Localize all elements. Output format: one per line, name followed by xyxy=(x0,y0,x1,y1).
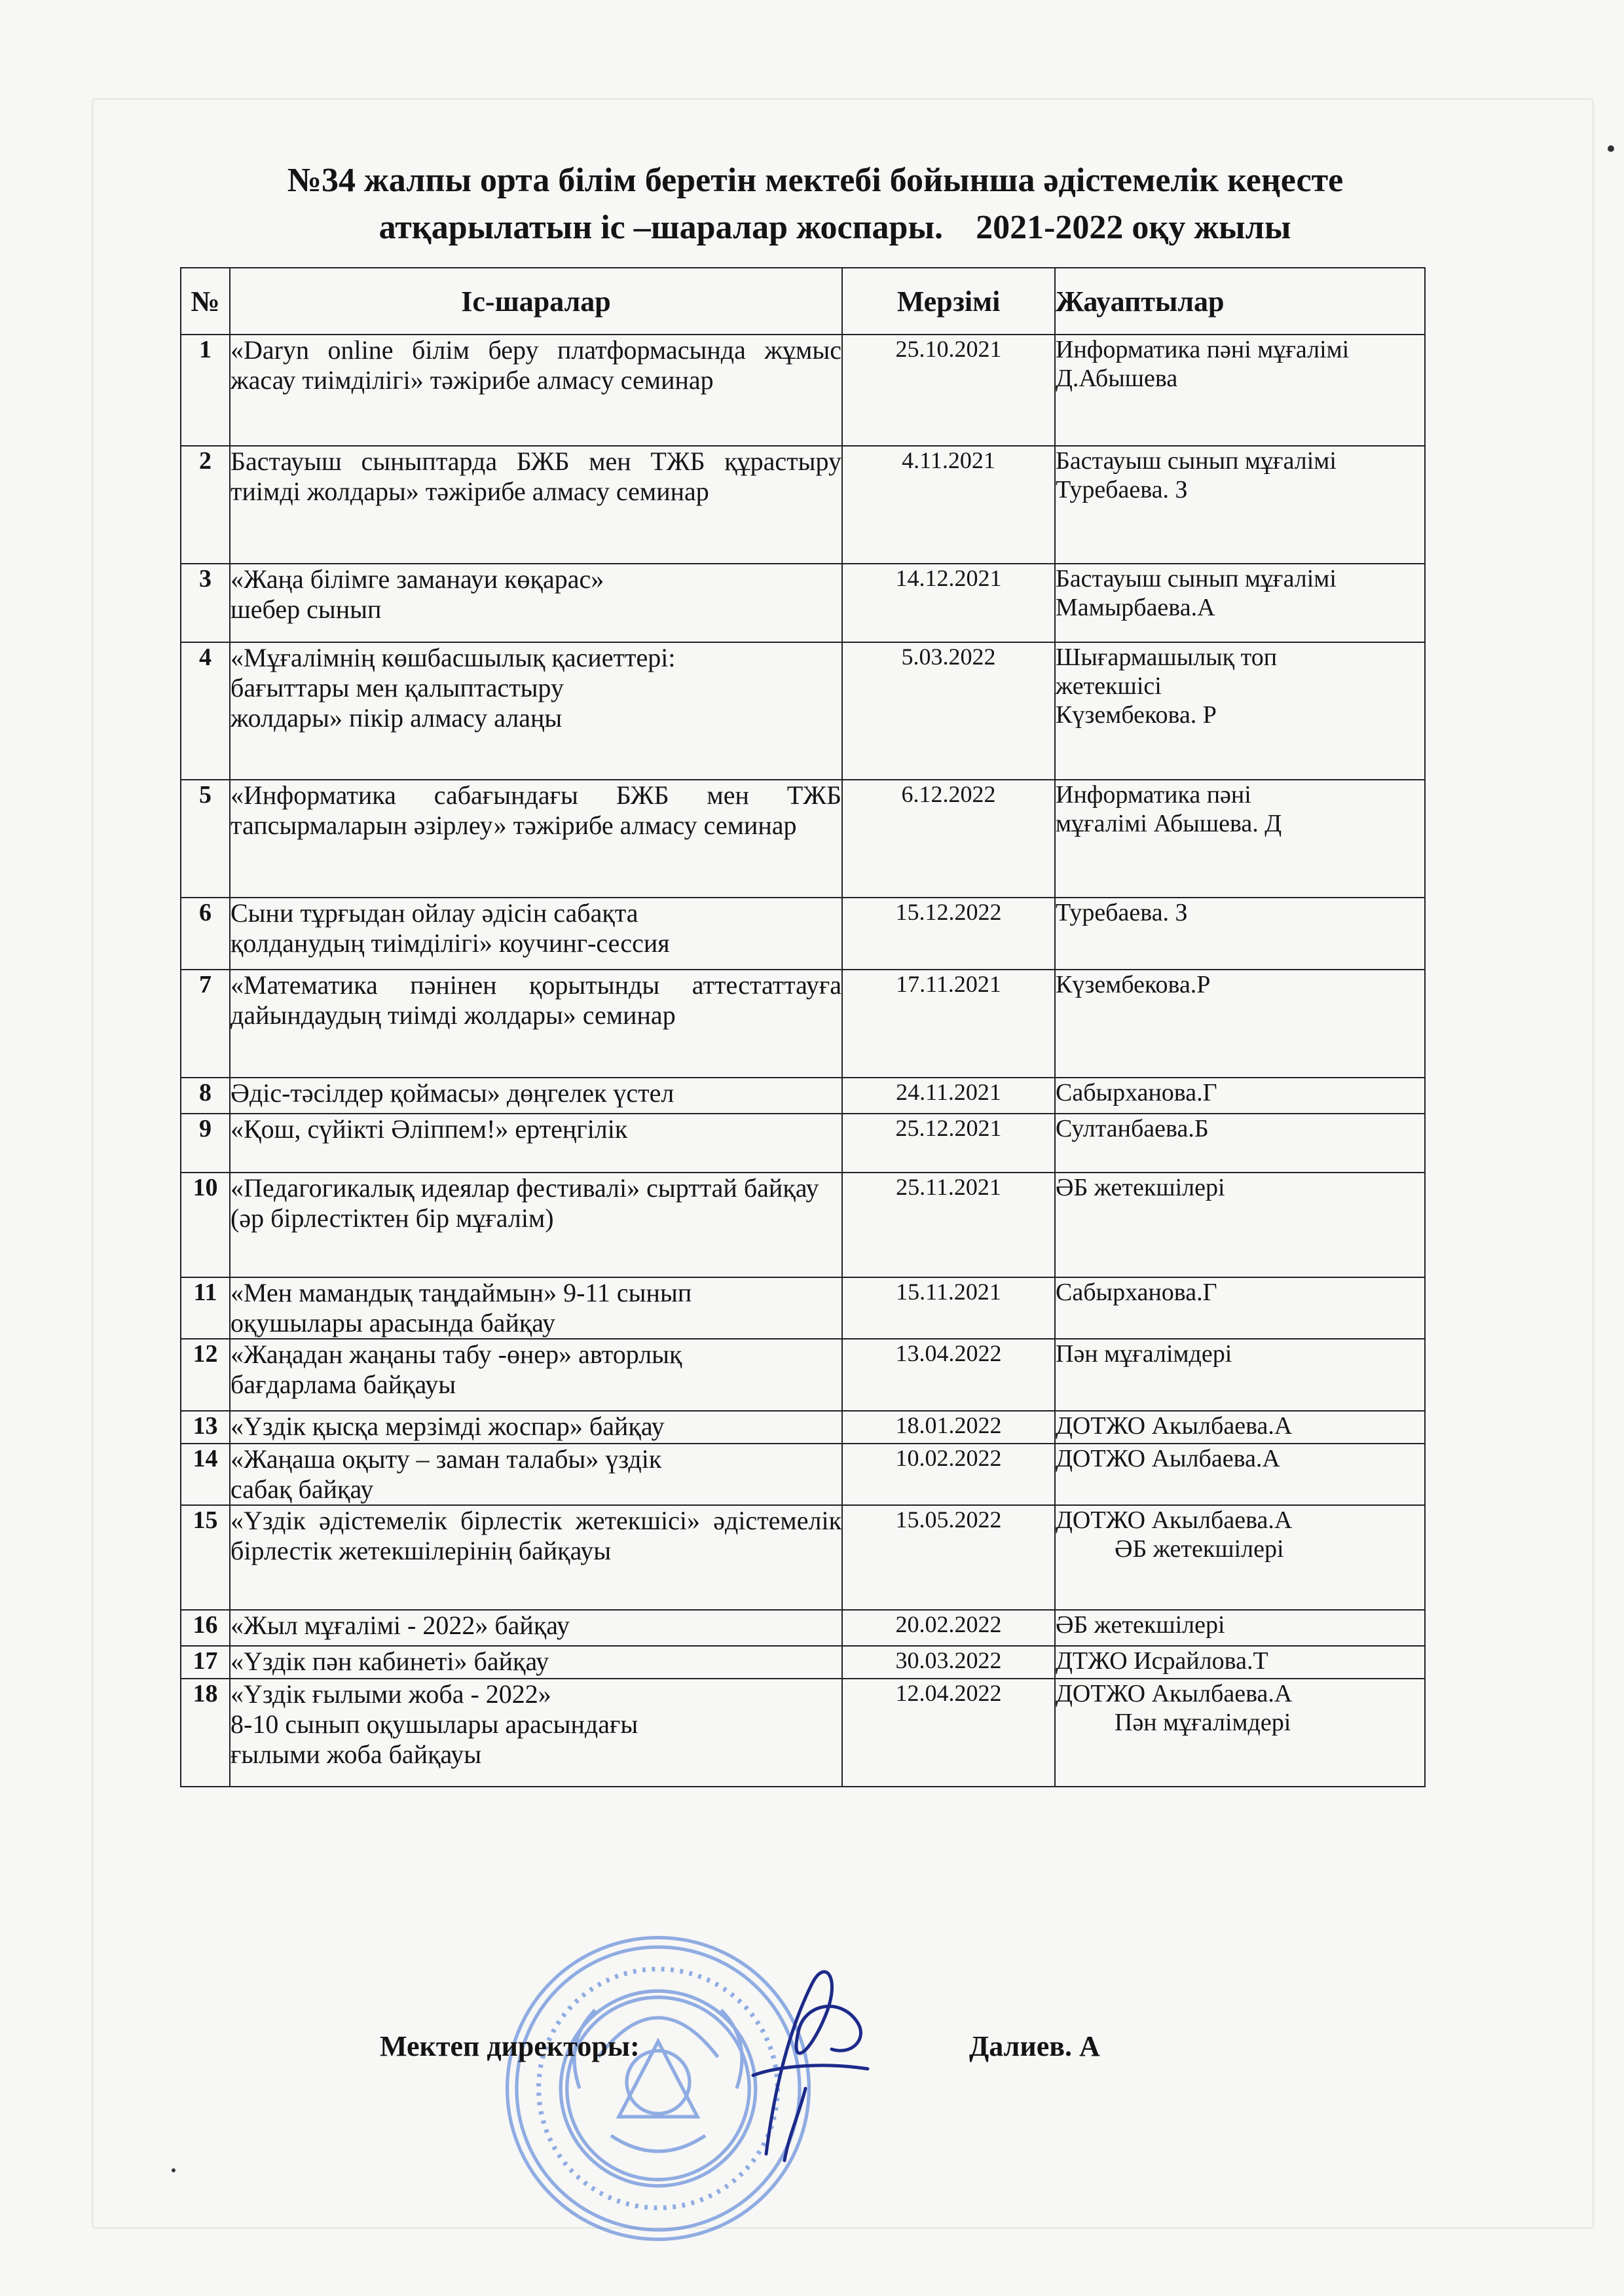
responsible-text: жетекшісі xyxy=(1056,672,1162,700)
header-deadline: Мерзімі xyxy=(842,268,1055,335)
event-text: «Daryn online білім беру платформасында жұмыс жасау тиімділігі» тәжірибе алмасу семинар xyxy=(231,335,841,395)
event-text: «Үздік қысқа мерзімді жоспар» байқау xyxy=(231,1412,665,1441)
event-text: бағыттары мен қалыптастыру xyxy=(231,673,564,702)
row-responsible xyxy=(1055,1444,1425,1505)
table-row xyxy=(181,446,1425,564)
row-event xyxy=(230,1646,842,1679)
event-text: Бастауыш сыныптарда БЖБ мен ТЖБ құрастыру тиімді жолдары» тәжірибе алмасу семинар xyxy=(231,446,841,506)
table-row xyxy=(181,1679,1425,1787)
title-line-1: №34 жалпы орта білім беретін мектебі бойынша әдістемелік кеңесте xyxy=(287,162,1344,199)
row-deadline: 18.01.2022 xyxy=(842,1411,1055,1444)
event-text: ғылыми жоба байқауы xyxy=(231,1740,482,1769)
row-responsible xyxy=(1055,970,1425,1078)
row-event xyxy=(230,1679,842,1787)
row-number: 4 xyxy=(181,642,230,780)
row-deadline: 25.11.2021 xyxy=(842,1173,1055,1277)
academic-year: 2021-2022 оқу жылы xyxy=(976,209,1291,246)
event-text: «Жаңадан жаңаны табу -өнер» авторлық xyxy=(231,1339,682,1369)
event-text: «Математика пәнінен қорытынды аттестаттауға дайындаудың тиімді жолдары» семинар xyxy=(231,970,841,1030)
row-number: 8 xyxy=(181,1078,230,1114)
row-number: 13 xyxy=(181,1411,230,1444)
responsible-text: Бастауыш сынып мұғалімі Туребаева. З xyxy=(1056,447,1337,503)
row-number: 15 xyxy=(181,1505,230,1610)
row-number: 1 xyxy=(181,335,230,446)
row-event xyxy=(230,335,842,446)
responsible-text: ӘБ жетекшілері xyxy=(1056,1174,1225,1201)
page-title xyxy=(144,157,1486,251)
row-responsible xyxy=(1055,564,1425,642)
responsible-text: Пән мұғалімдері xyxy=(1115,1709,1291,1736)
row-deadline: 12.04.2022 xyxy=(842,1679,1055,1787)
row-number: 6 xyxy=(181,898,230,970)
table-row xyxy=(181,1339,1425,1411)
row-event xyxy=(230,1173,842,1277)
row-deadline: 10.02.2022 xyxy=(842,1444,1055,1505)
row-deadline: 4.11.2021 xyxy=(842,446,1055,564)
table-row xyxy=(181,1173,1425,1277)
table-row xyxy=(181,1646,1425,1679)
row-deadline: 15.05.2022 xyxy=(842,1505,1055,1610)
responsible-text: Мамырбаева.А xyxy=(1056,594,1215,621)
responsible-text: Султанбаева.Б xyxy=(1056,1115,1209,1142)
row-event xyxy=(230,1078,842,1114)
table-row xyxy=(181,970,1425,1078)
event-text: 8-10 сынып оқушылары арасындағы xyxy=(231,1709,638,1739)
row-event xyxy=(230,1411,842,1444)
row-responsible xyxy=(1055,1078,1425,1114)
table-row xyxy=(181,642,1425,780)
table-row xyxy=(181,1411,1425,1444)
row-number: 16 xyxy=(181,1610,230,1646)
table-row xyxy=(181,898,1425,970)
row-responsible xyxy=(1055,1114,1425,1173)
row-responsible xyxy=(1055,898,1425,970)
row-responsible xyxy=(1055,1173,1425,1277)
row-deadline: 15.11.2021 xyxy=(842,1277,1055,1339)
responsible-text: Информатика пәні мұғалімі Д.Абышева xyxy=(1056,336,1350,392)
row-event xyxy=(230,1277,842,1339)
title-line-2 xyxy=(144,204,1486,251)
header-responsible: Жауаптылар xyxy=(1055,268,1425,335)
row-deadline: 14.12.2021 xyxy=(842,564,1055,642)
table-row xyxy=(181,1610,1425,1646)
row-deadline: 24.11.2021 xyxy=(842,1078,1055,1114)
event-text: Сыни тұрғыдан ойлау әдісін сабақта xyxy=(231,898,638,928)
row-deadline: 25.12.2021 xyxy=(842,1114,1055,1173)
row-deadline: 30.03.2022 xyxy=(842,1646,1055,1679)
header-events: Іс-шаралар xyxy=(230,268,842,335)
row-event xyxy=(230,1114,842,1173)
event-text: сабақ байқау xyxy=(231,1474,374,1504)
event-text: «Қош, сүйікті Әліппем!» ертеңгілік xyxy=(231,1114,628,1144)
event-text: «Мұғалімнің көшбасшылық қасиеттері: xyxy=(231,643,676,672)
row-responsible xyxy=(1055,1411,1425,1444)
row-number: 7 xyxy=(181,970,230,1078)
row-responsible xyxy=(1055,1339,1425,1411)
event-text: «Жыл мұғалімі - 2022» байқау xyxy=(231,1611,570,1640)
event-text: «Информатика сабағындағы БЖБ мен ТЖБ тапсырмаларын әзірлеу» тәжірибе алмасу семинар xyxy=(231,780,841,840)
row-event xyxy=(230,780,842,898)
row-event xyxy=(230,1610,842,1646)
row-deadline: 15.12.2022 xyxy=(842,898,1055,970)
responsible-text: ДОТЖО Акылбаева.А xyxy=(1056,1412,1293,1440)
row-responsible xyxy=(1055,1679,1425,1787)
row-responsible xyxy=(1055,1505,1425,1610)
table-row xyxy=(181,335,1425,446)
responsible-text: ДОТЖО Аылбаева.А xyxy=(1056,1445,1280,1472)
event-text: Әдіс-тәсілдер қоймасы» дөңгелек үстел xyxy=(231,1078,674,1108)
scan-speck xyxy=(1608,145,1614,152)
responsible-text: ДОТЖО Акылбаева.А xyxy=(1056,1506,1293,1534)
row-deadline: 17.11.2021 xyxy=(842,970,1055,1078)
title-plan: атқарылатын іс –шаралар жоспары. xyxy=(378,209,944,246)
row-responsible xyxy=(1055,780,1425,898)
event-text: бағдарлама байқауы xyxy=(231,1370,456,1399)
event-text: қолданудың тиімділігі» коучинг-сессия xyxy=(231,928,670,958)
row-number: 17 xyxy=(181,1646,230,1679)
table-header-row xyxy=(181,268,1425,335)
row-responsible xyxy=(1055,446,1425,564)
responsible-text: Бастауыш сынып мұғалімі xyxy=(1056,565,1337,592)
event-text: (әр бірлестіктен бір мұғалім) xyxy=(231,1203,554,1233)
responsible-text: Күзембекова.Р xyxy=(1056,971,1211,998)
row-event xyxy=(230,1444,842,1505)
row-event xyxy=(230,1339,842,1411)
responsible-text: мұғалімі Абышева. Д xyxy=(1056,810,1282,837)
event-text: «Үздік әдістемелік бірлестік жетекшісі» әдістемелік бірлестік жетекшілерінің байқауы xyxy=(231,1506,841,1565)
event-text: жолдары» пікір алмасу алаңы xyxy=(231,703,563,733)
responsible-text: ДОТЖО Акылбаева.А xyxy=(1056,1680,1293,1707)
scan-speck xyxy=(172,2168,175,2172)
responsible-text: Шығармашылық топ xyxy=(1056,644,1278,671)
table-row xyxy=(181,1505,1425,1610)
event-text: «Үздік пән кабинеті» байқау xyxy=(231,1647,549,1676)
event-text: «Мен мамандық таңдаймын» 9-11 сынып xyxy=(231,1278,692,1307)
event-text: «Педагогикалық идеялар фестивалі» сырттай байқау xyxy=(231,1173,819,1203)
responsible-text: ӘБ жетекшілері xyxy=(1115,1535,1284,1563)
events-table xyxy=(180,267,1426,1787)
responsible-text: Күзембекова. Р xyxy=(1056,701,1217,729)
row-deadline: 6.12.2022 xyxy=(842,780,1055,898)
table-row xyxy=(181,564,1425,642)
row-event xyxy=(230,642,842,780)
director-label: Мектеп директоры: xyxy=(380,2030,640,2062)
row-number: 9 xyxy=(181,1114,230,1173)
row-event xyxy=(230,898,842,970)
row-number: 2 xyxy=(181,446,230,564)
responsible-text: ӘБ жетекшілері xyxy=(1056,1611,1225,1639)
event-text: «Үздік ғылыми жоба - 2022» xyxy=(231,1679,551,1709)
row-number: 12 xyxy=(181,1339,230,1411)
row-responsible xyxy=(1055,1277,1425,1339)
event-text: шебер сынып xyxy=(231,594,382,624)
responsible-text: Сабырханова.Г xyxy=(1056,1279,1217,1306)
row-number: 11 xyxy=(181,1277,230,1339)
row-event xyxy=(230,446,842,564)
director-name: Далиев. А xyxy=(969,2030,1100,2062)
director-signature xyxy=(727,1958,877,2167)
row-deadline: 20.02.2022 xyxy=(842,1610,1055,1646)
row-event xyxy=(230,970,842,1078)
row-deadline: 13.04.2022 xyxy=(842,1339,1055,1411)
responsible-text: Информатика пәні xyxy=(1056,781,1251,809)
row-responsible xyxy=(1055,335,1425,446)
table-row xyxy=(181,1078,1425,1114)
row-number: 5 xyxy=(181,780,230,898)
row-number: 18 xyxy=(181,1679,230,1787)
row-event xyxy=(230,564,842,642)
table-row xyxy=(181,780,1425,898)
table-row xyxy=(181,1277,1425,1339)
event-text: «Жаңа білімге заманауи көқарас» xyxy=(231,564,604,594)
event-text: «Жаңаша оқыту – заман талабы» үздік xyxy=(231,1444,662,1474)
table-row xyxy=(181,1114,1425,1173)
row-responsible xyxy=(1055,642,1425,780)
row-number: 14 xyxy=(181,1444,230,1505)
row-number: 10 xyxy=(181,1173,230,1277)
row-responsible xyxy=(1055,1610,1425,1646)
responsible-text: Туребаева. З xyxy=(1056,899,1188,926)
table-row xyxy=(181,1444,1425,1505)
responsible-text: ДТЖО Исрайлова.Т xyxy=(1056,1647,1268,1675)
event-text: оқушылары арасында байқау xyxy=(231,1308,556,1338)
row-event xyxy=(230,1505,842,1610)
responsible-text: Пән мұғалімдері xyxy=(1056,1340,1232,1368)
row-deadline: 25.10.2021 xyxy=(842,335,1055,446)
header-number: № xyxy=(181,268,230,335)
row-responsible xyxy=(1055,1646,1425,1679)
row-deadline: 5.03.2022 xyxy=(842,642,1055,780)
row-number: 3 xyxy=(181,564,230,642)
responsible-text: Сабырханова.Г xyxy=(1056,1079,1217,1106)
